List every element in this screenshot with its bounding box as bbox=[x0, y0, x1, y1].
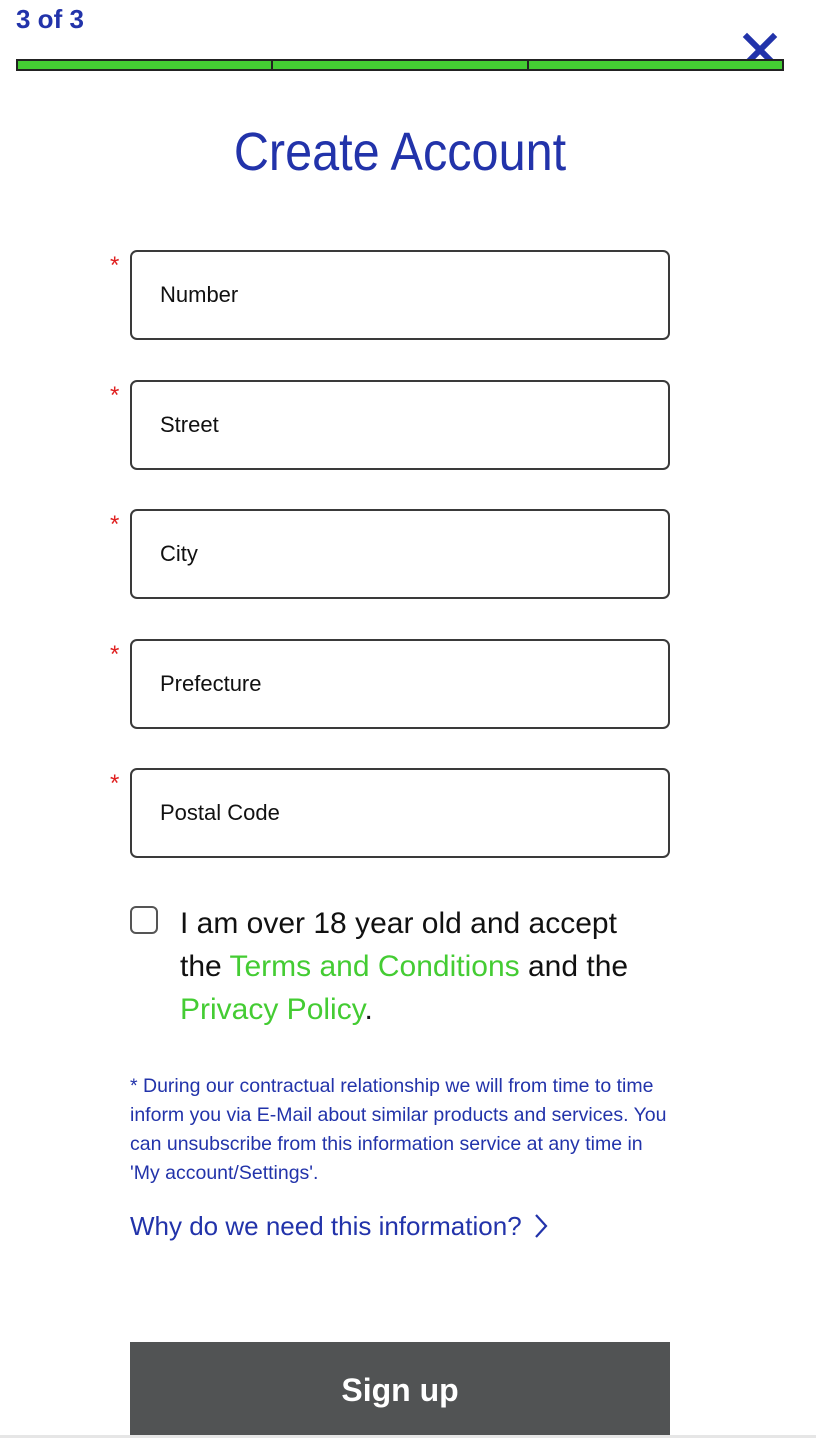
terms-link[interactable]: Terms and Conditions bbox=[229, 950, 520, 983]
progress-bar bbox=[16, 59, 784, 71]
consent-text-part-1: I am over 18 year old and accept the bbox=[180, 907, 617, 983]
prefecture-field-group bbox=[108, 639, 670, 731]
progress-segment-3 bbox=[527, 59, 784, 71]
city-field-group bbox=[108, 509, 670, 601]
required-marker: * bbox=[110, 770, 120, 797]
number-field-group bbox=[108, 250, 670, 342]
postal-code-input[interactable] bbox=[130, 768, 670, 858]
progress-segment-1 bbox=[16, 59, 273, 71]
consent-checkbox[interactable] bbox=[130, 906, 158, 934]
why-info-link-label: Why do we need this information? bbox=[130, 1211, 522, 1241]
sign-up-button[interactable]: Sign up bbox=[130, 1342, 670, 1438]
street-input[interactable] bbox=[130, 380, 670, 470]
required-marker: * bbox=[110, 511, 120, 538]
required-marker: * bbox=[110, 382, 120, 409]
consent-text-part-2: and the bbox=[519, 950, 629, 983]
chevron-right-icon bbox=[534, 1213, 548, 1239]
city-input[interactable] bbox=[130, 509, 670, 599]
consent-text bbox=[180, 902, 660, 1031]
number-input[interactable] bbox=[130, 250, 670, 340]
prefecture-input[interactable] bbox=[130, 639, 670, 729]
why-info-link[interactable] bbox=[130, 1206, 548, 1246]
postal-code-field-group bbox=[108, 768, 670, 860]
required-marker: * bbox=[110, 641, 120, 668]
disclaimer-text: * During our contractual relationship we will from time to time inform you via E-Mail about similar products and services. You can unsubscribe from this information service at any time in 'My account/Settings'. bbox=[130, 1075, 667, 1184]
step-indicator: 3 of 3 bbox=[16, 4, 84, 34]
privacy-policy-link[interactable]: Privacy Policy bbox=[180, 993, 365, 1026]
required-marker: * bbox=[110, 252, 120, 279]
progress-segment-2 bbox=[271, 59, 528, 71]
street-field-group bbox=[108, 380, 670, 472]
consent-text-part-3: . bbox=[364, 993, 373, 1026]
page-title: Create Account bbox=[233, 122, 567, 182]
